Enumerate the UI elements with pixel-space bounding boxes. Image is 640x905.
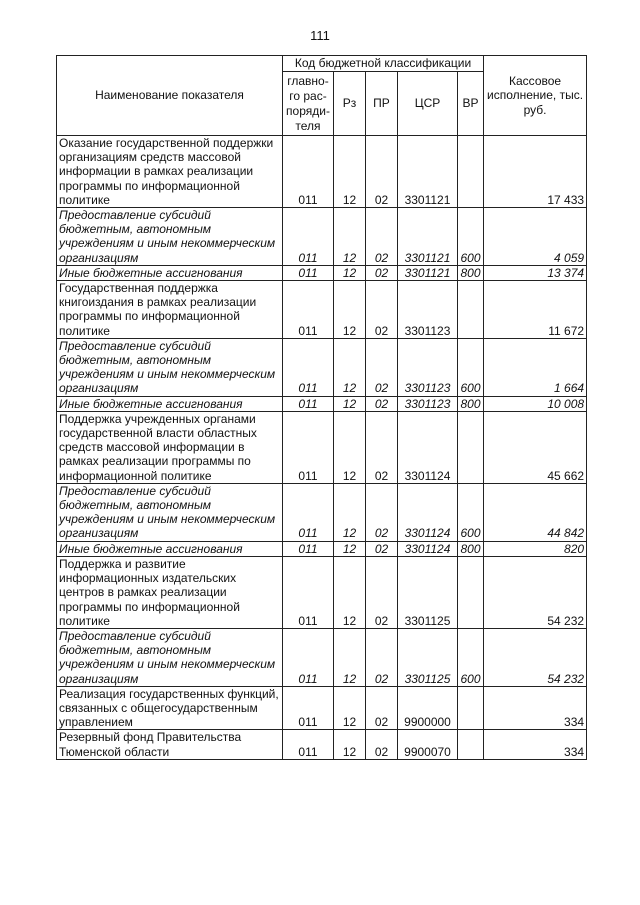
row-pr: 02 [366, 483, 398, 541]
row-amount: 334 [484, 686, 587, 730]
row-name: Иные бюджетные ассигнования [57, 396, 283, 411]
table-row [57, 628, 587, 686]
row-glav: 011 [283, 136, 334, 208]
row-name: Поддержка и развитие информационных издательских центров в рамках реализации программы по информационной политике [57, 556, 283, 628]
row-name: Предоставление субсидий бюджетным, автономным учреждениям и иным некоммерческим организациям [57, 338, 283, 396]
table-row [57, 396, 587, 411]
row-glav: 011 [283, 541, 334, 556]
row-pr: 02 [366, 411, 398, 483]
row-pr: 02 [366, 730, 398, 759]
row-amount: 4 059 [484, 208, 587, 266]
table-row [57, 411, 587, 483]
row-name: Предоставление субсидий бюджетным, автономным учреждениям и иным некоммерческим организациям [57, 483, 283, 541]
header-amount: Кассовое исполнение, тыс. руб. [484, 56, 587, 136]
row-name: Предоставление субсидий бюджетным, автономным учреждениям и иным некоммерческим организациям [57, 628, 283, 686]
row-csr: 3301121 [398, 265, 458, 280]
header-glav: главно-го рас-поряди-теля [283, 72, 334, 136]
row-pr: 02 [366, 686, 398, 730]
row-amount: 45 662 [484, 411, 587, 483]
row-vr: 600 [458, 208, 484, 266]
row-vr: 600 [458, 338, 484, 396]
row-csr: 3301125 [398, 556, 458, 628]
row-vr: 600 [458, 483, 484, 541]
row-rz: 12 [334, 338, 366, 396]
row-pr: 02 [366, 265, 398, 280]
row-glav: 011 [283, 265, 334, 280]
row-amount: 44 842 [484, 483, 587, 541]
row-amount: 54 232 [484, 628, 587, 686]
row-csr: 9900000 [398, 686, 458, 730]
row-amount: 10 008 [484, 396, 587, 411]
row-glav: 011 [283, 686, 334, 730]
header-code-group: Код бюджетной классификации [283, 56, 484, 72]
row-name: Иные бюджетные ассигнования [57, 265, 283, 280]
row-rz: 12 [334, 686, 366, 730]
row-pr: 02 [366, 541, 398, 556]
header-csr: ЦСР [398, 72, 458, 136]
row-name: Государственная поддержка книгоиздания в рамках реализации программы по информационной политике [57, 281, 283, 339]
row-name: Поддержка учрежденных органами государственной власти областных средств массовой информации в рамках реализации программы по информационной политике [57, 411, 283, 483]
table-row [57, 281, 587, 339]
row-rz: 12 [334, 265, 366, 280]
page-number: 111 [310, 28, 330, 43]
table-row [57, 541, 587, 556]
row-vr [458, 686, 484, 730]
row-vr: 800 [458, 396, 484, 411]
row-amount: 820 [484, 541, 587, 556]
header-vr: ВР [458, 72, 484, 136]
row-rz: 12 [334, 556, 366, 628]
table-row [57, 483, 587, 541]
row-csr: 3301124 [398, 541, 458, 556]
table-body [57, 136, 587, 760]
row-rz: 12 [334, 628, 366, 686]
row-pr: 02 [366, 136, 398, 208]
row-glav: 011 [283, 208, 334, 266]
row-vr [458, 136, 484, 208]
row-csr: 9900070 [398, 730, 458, 759]
budget-table [56, 55, 587, 760]
row-name: Иные бюджетные ассигнования [57, 541, 283, 556]
header-name: Наименование показателя [57, 56, 283, 136]
row-glav: 011 [283, 281, 334, 339]
row-vr: 800 [458, 265, 484, 280]
row-glav: 011 [283, 628, 334, 686]
table-row [57, 136, 587, 208]
row-csr: 3301123 [398, 338, 458, 396]
row-amount: 17 433 [484, 136, 587, 208]
row-pr: 02 [366, 628, 398, 686]
row-pr: 02 [366, 281, 398, 339]
header-pr: ПР [366, 72, 398, 136]
row-amount: 11 672 [484, 281, 587, 339]
table-row [57, 730, 587, 759]
table-row [57, 556, 587, 628]
row-pr: 02 [366, 396, 398, 411]
table-row [57, 208, 587, 266]
row-amount: 1 664 [484, 338, 587, 396]
row-rz: 12 [334, 136, 366, 208]
row-pr: 02 [366, 208, 398, 266]
row-csr: 3301121 [398, 208, 458, 266]
row-name: Реализация государственных функций, связанных с общегосударственным управлением [57, 686, 283, 730]
row-pr: 02 [366, 338, 398, 396]
row-vr [458, 730, 484, 759]
row-amount: 334 [484, 730, 587, 759]
table-row [57, 686, 587, 730]
row-csr: 3301124 [398, 483, 458, 541]
row-amount: 54 232 [484, 556, 587, 628]
table-row [57, 338, 587, 396]
row-rz: 12 [334, 208, 366, 266]
row-glav: 011 [283, 411, 334, 483]
row-csr: 3301123 [398, 281, 458, 339]
row-rz: 12 [334, 281, 366, 339]
row-csr: 3301123 [398, 396, 458, 411]
row-rz: 12 [334, 541, 366, 556]
row-name: Резервный фонд Правительства Тюменской области [57, 730, 283, 759]
row-glav: 011 [283, 338, 334, 396]
row-glav: 011 [283, 396, 334, 411]
row-vr: 800 [458, 541, 484, 556]
row-glav: 011 [283, 556, 334, 628]
row-glav: 011 [283, 730, 334, 759]
row-csr: 3301121 [398, 136, 458, 208]
row-rz: 12 [334, 730, 366, 759]
row-vr [458, 556, 484, 628]
row-csr: 3301124 [398, 411, 458, 483]
row-vr [458, 411, 484, 483]
row-name: Предоставление субсидий бюджетным, автономным учреждениям и иным некоммерческим организациям [57, 208, 283, 266]
table-row [57, 265, 587, 280]
row-pr: 02 [366, 556, 398, 628]
row-rz: 12 [334, 396, 366, 411]
row-vr: 600 [458, 628, 484, 686]
row-glav: 011 [283, 483, 334, 541]
row-amount: 13 374 [484, 265, 587, 280]
row-name: Оказание государственной поддержки организациям средств массовой информации в рамках реализации программы по информационной политике [57, 136, 283, 208]
row-vr [458, 281, 484, 339]
row-csr: 3301125 [398, 628, 458, 686]
row-rz: 12 [334, 411, 366, 483]
row-rz: 12 [334, 483, 366, 541]
header-rz: Рз [334, 72, 366, 136]
